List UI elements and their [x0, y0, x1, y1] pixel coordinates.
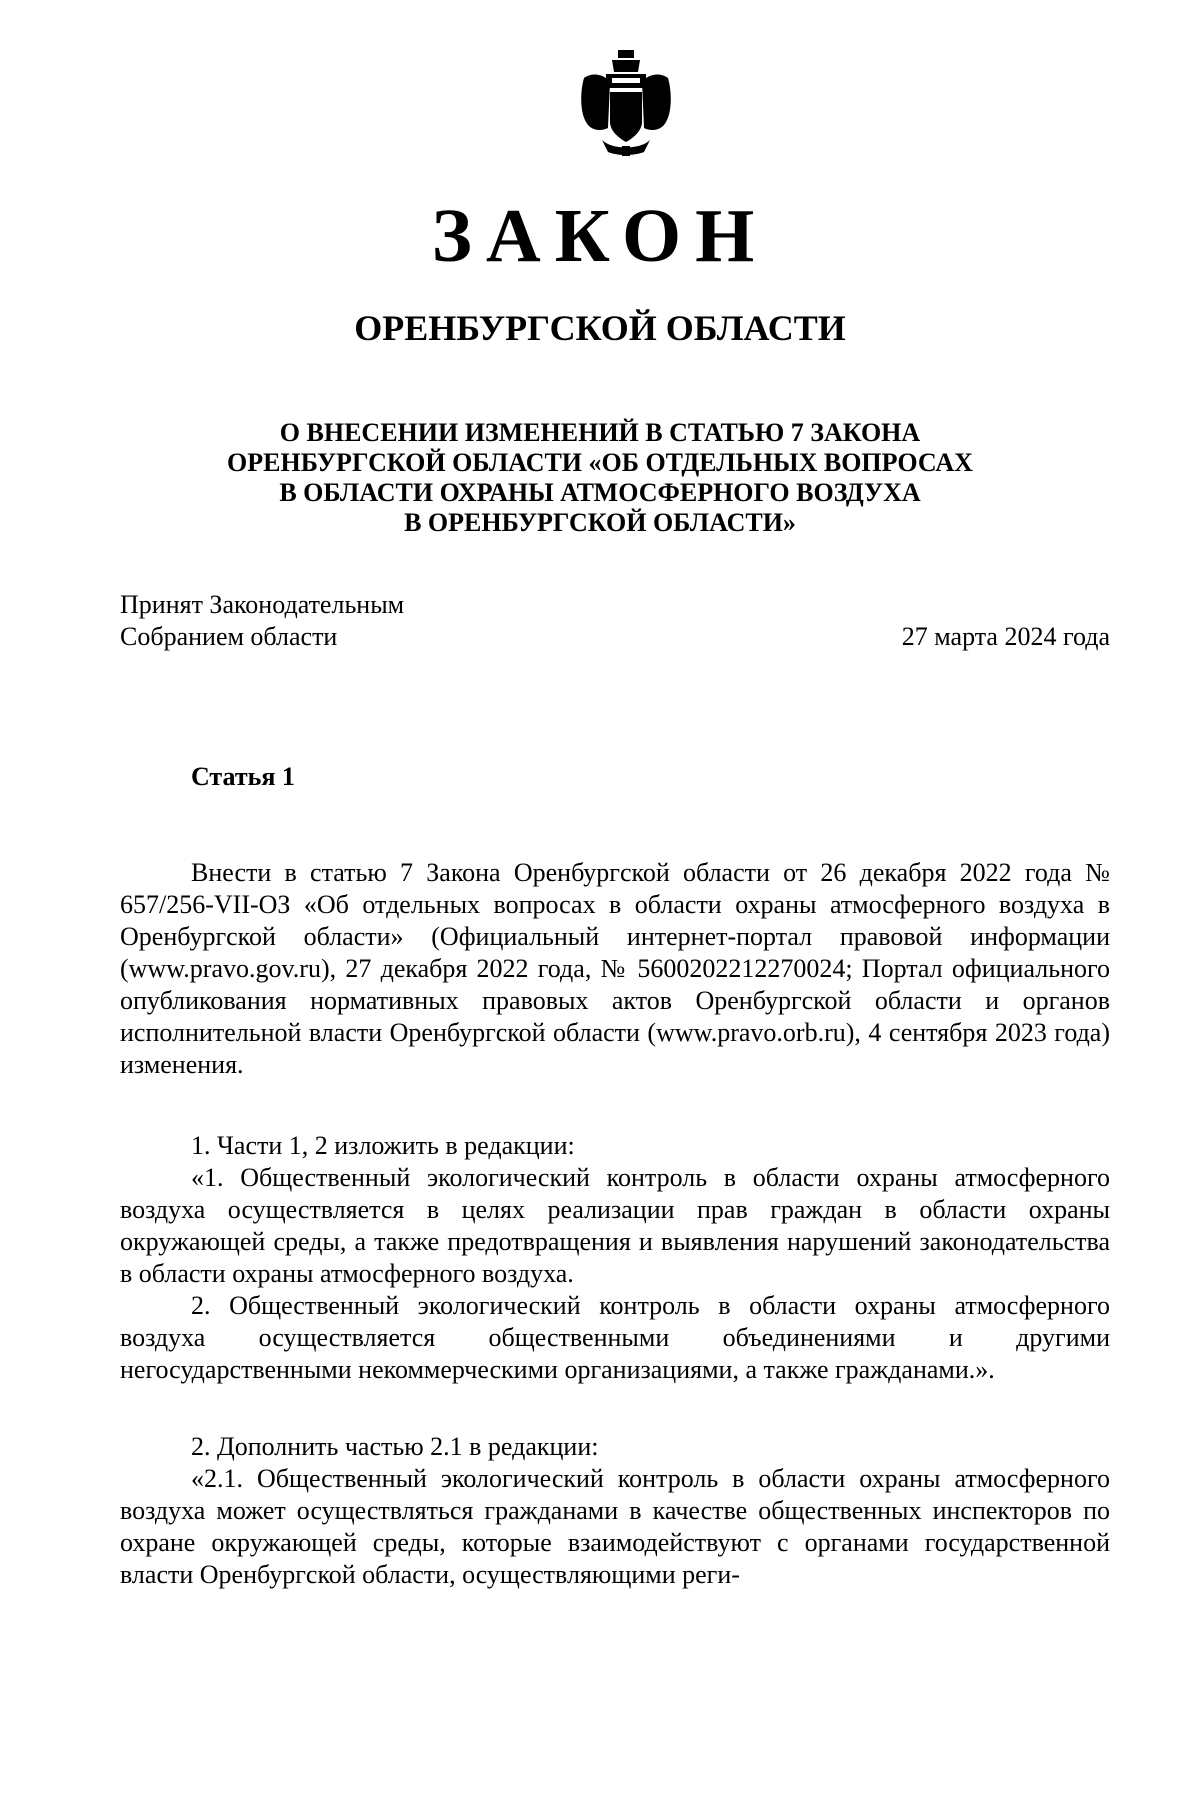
document-subject	[0, 418, 1200, 538]
paragraph: 1. Части 1, 2 изложить в редакции:	[191, 1131, 575, 1160]
subject-line: В ОРЕНБУРГСКОЙ ОБЛАСТИ»	[404, 508, 796, 537]
subject-line: В ОБЛАСТИ ОХРАНЫ АТМОСФЕРНОГО ВОЗДУХА	[279, 478, 921, 507]
article-intro	[120, 857, 1110, 1081]
adoption-line: Собранием области	[120, 622, 338, 651]
adoption-line: Принят Законодательным	[120, 590, 405, 619]
subject-line: ОРЕНБУРГСКОЙ ОБЛАСТИ «ОБ ОТДЕЛЬНЫХ ВОПРОСАХ	[227, 448, 973, 477]
article-heading: Статья 1	[191, 762, 295, 791]
amendment-item-1	[120, 1130, 1110, 1386]
paragraph: Внести в статью 7 Закона Оренбургской области от 26 декабря 2022 года № 657/256-VII-ОЗ «Об отдельных вопросах в области охраны атмосферного воздуха в Оренбургской области» (Официальный интернет-портал правовой информации (www.pravo.gov.ru), 27 декабря 2022 года, № 5600202212270024; Портал официального опубликования нормативных правовых актов Оренбургской области и органов исполнительной власти Оренбургской области (www.pravo.orb.ru), 4 сентября 2023 года) изменения.	[120, 858, 1110, 1079]
subject-line: О ВНЕСЕНИИ ИЗМЕНЕНИЙ В СТАТЬЮ 7 ЗАКОНА	[279, 418, 921, 447]
amendment-item-2	[120, 1431, 1110, 1591]
document-region: ОРЕНБУРГСКОЙ ОБЛАСТИ	[354, 308, 846, 348]
adoption-date: 27 марта 2024 года	[901, 622, 1110, 651]
adoption-statement	[120, 589, 404, 653]
paragraph: «1. Общественный экологический контроль в области охраны атмосферного воздуха осуществляется в целях реализации прав граждан в области охраны окружающей среды, а также предотвращения и выявления нарушений законодательства в области охраны атмосферного воздуха.	[120, 1163, 1110, 1288]
paragraph: 2. Общественный экологический контроль в области охраны атмосферного воздуха осуществляется общественными объединениями и другими негосударственными некоммерческими организациями, а также гражданами.».	[120, 1291, 1110, 1384]
paragraph: «2.1. Общественный экологический контроль в области охраны атмосферного воздуха может осуществляться гражданами в качестве общественных инспекторов по охране окружающей среды, которые взаимодействуют с органами государственной власти Оренбургской области, осуществляющими реги-	[120, 1464, 1110, 1589]
coat-of-arms-icon	[578, 48, 674, 158]
paragraph: 2. Дополнить частью 2.1 в редакции:	[191, 1432, 599, 1461]
document-title: ЗАКОН	[431, 194, 769, 278]
